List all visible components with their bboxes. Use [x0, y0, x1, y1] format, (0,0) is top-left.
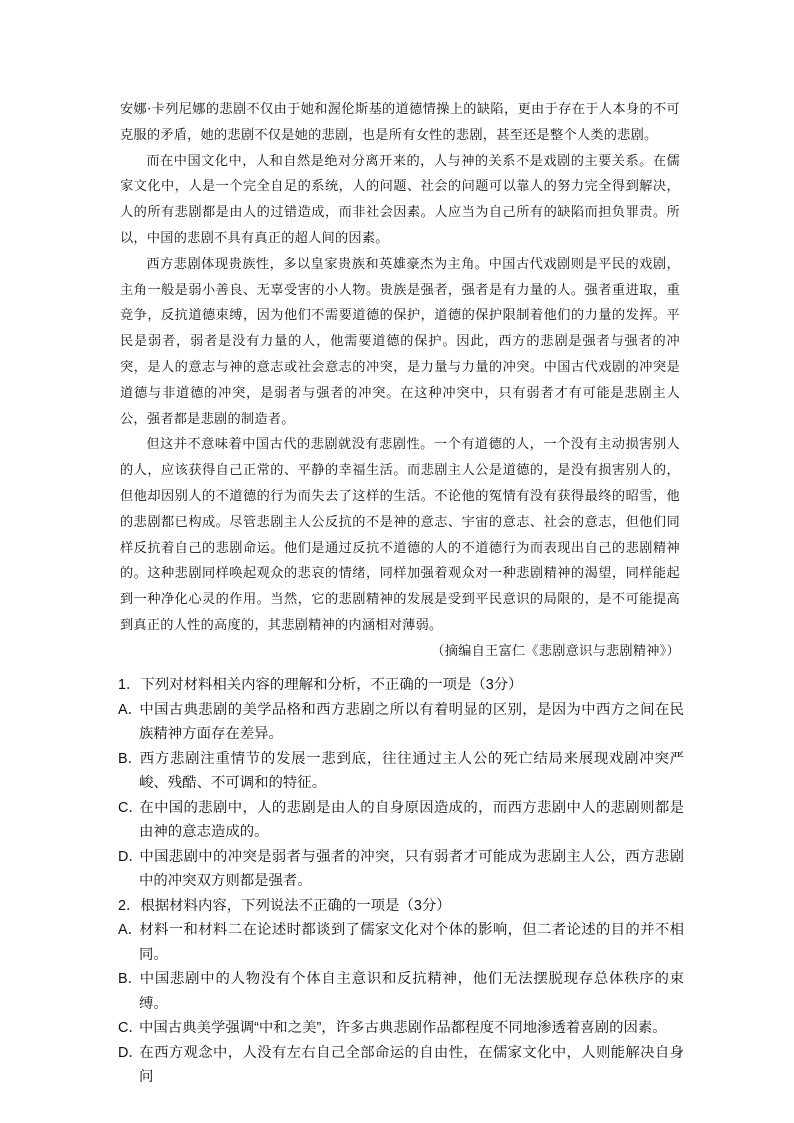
option-d [118, 845, 684, 894]
option-text: 材料一和材料二在论述时都谈到了儒家文化对个体的影响，但二者论述的目的并不相同。 [139, 922, 684, 963]
option-b [118, 747, 684, 796]
question-stem: 2．根据材料内容，下列说法不正确的一项是（3分） [118, 897, 451, 914]
option-letter: B． [118, 750, 142, 767]
option-text: 中国古典美学强调“中和之美”，许多古典悲剧作品都程度不同地渗透着喜剧的因素。 [139, 1020, 667, 1036]
question-list [118, 673, 684, 1090]
option-letter: D． [118, 1044, 143, 1061]
question-2 [118, 894, 684, 1090]
option-a [118, 918, 684, 967]
passage-paragraph: 西方悲剧体现贵族性，多以皇家贵族和英雄豪杰为主角。中国古代戏剧则是平民的戏剧，主角一般是弱小善良、无辜受害的小人物。贵族是强者，强者是有力量的人。强者重进取，重竞争，反抗道德束缚，因为他们不需要道德的保护，道德的保护限制着他们的力量的发挥。平民是弱者，弱者是没有力量的人，他需要道德的保护。因此，西方的悲剧是强者与强者的冲突，是人的意志与神的意志或社会意志的冲突，是力量与力量的冲突。中国古代戏剧的冲突是道德与非道德的冲突，是弱者与强者的冲突。在这种冲突中，只有弱者才有可能是悲剧主人公，强者都是悲剧的制造者。 [120, 256, 680, 427]
option-c [118, 1016, 684, 1041]
reading-passage [120, 97, 680, 665]
option-letter: D． [118, 848, 143, 865]
option-text: 中国悲剧中的人物没有个体自主意识和反抗精神，他们无法摆脱现存总体秩序的束缚。 [139, 971, 684, 1012]
option-letter: A． [118, 701, 142, 718]
option-c [118, 796, 684, 845]
option-b [118, 967, 684, 1016]
option-letter: C． [118, 799, 143, 816]
passage-paragraph: 安娜·卡列尼娜的悲剧不仅由于她和渥伦斯基的道德情操上的缺陷，更由于存在于人本身的不可克服的矛盾，她的悲剧不仅是她的悲剧，也是所有女性的悲剧，甚至还是整个人类的悲剧。 [120, 102, 680, 143]
option-text: 在中国的悲剧中，人的悲剧是由人的自身原因造成的，而西方悲剧中人的悲剧则都是由神的意志造成的。 [139, 799, 684, 840]
option-letter: C． [118, 1020, 143, 1036]
option-text: 西方悲剧注重情节的发展一悲到底，往往通过主人公的死亡结局来展现戏剧冲突严峻、残酷、不可调和的特征。 [139, 750, 684, 791]
option-text: 在西方观念中，人没有左右自己全部命运的自由性，在儒家文化中，人则能解决自身问 [139, 1044, 684, 1085]
option-text: 中国古典悲剧的美学品格和西方悲剧之所以有着明显的区别，是因为中西方之间在民族精神方面存在差异。 [139, 701, 684, 742]
passage-paragraph: 但这并不意味着中国古代的悲剧就没有悲剧性。一个有道德的人，一个没有主动损害别人的人，应该获得自己正常的、平静的幸福生活。而悲剧主人公是道德的，是没有损害别人的，但他却因别人的不道德的行为而失去了这样的生活。不论他的冤情有没有获得最终的昭雪，他的悲剧都已构成。尽管悲剧主人公反抗的不是神的意志、宇宙的意志、社会的意志，但他们同样反抗着自己的悲剧命运。他们是通过反抗不道德的人的不道德行为而表现出自己的悲剧精神的。这种悲剧同样唤起观众的悲哀的情绪，同样加强着观众对一种悲剧精神的渴望，同样能起到一种净化心灵的作用。当然，它的悲剧精神的发展是受到平民意识的局限的，是不可能提高到真正的人性的高度的，其悲剧精神的内涵相对薄弱。 [120, 437, 680, 633]
passage-paragraph: 而在中国文化中，人和自然是绝对分离开来的，人与神的关系不是戏剧的主要关系。在儒家文化中，人是一个完全自足的系统，人的问题、社会的问题可以靠人的努力完全得到解决，人的所有悲剧都是由人的过错造成，而非社会因素。人应当为自己所有的缺陷而担负罪责。所以，中国的悲剧不具有真正的超人间的因素。 [120, 153, 680, 246]
question-stem: 1．下列对材料相关内容的理解和分析，不正确的一项是（3分） [118, 677, 523, 693]
option-d [118, 1041, 684, 1090]
option-letter: B． [118, 971, 142, 987]
option-text: 中国悲剧中的冲突是弱者与强者的冲突，只有弱者才可能成为悲剧主人公，西方悲剧中的冲突双方则都是强者。 [139, 848, 684, 889]
option-a [118, 698, 684, 747]
question-1 [118, 673, 684, 894]
option-letter: A． [118, 922, 142, 938]
passage-source: （摘编自王富仁《悲剧意识与悲剧精神》） [431, 643, 680, 659]
